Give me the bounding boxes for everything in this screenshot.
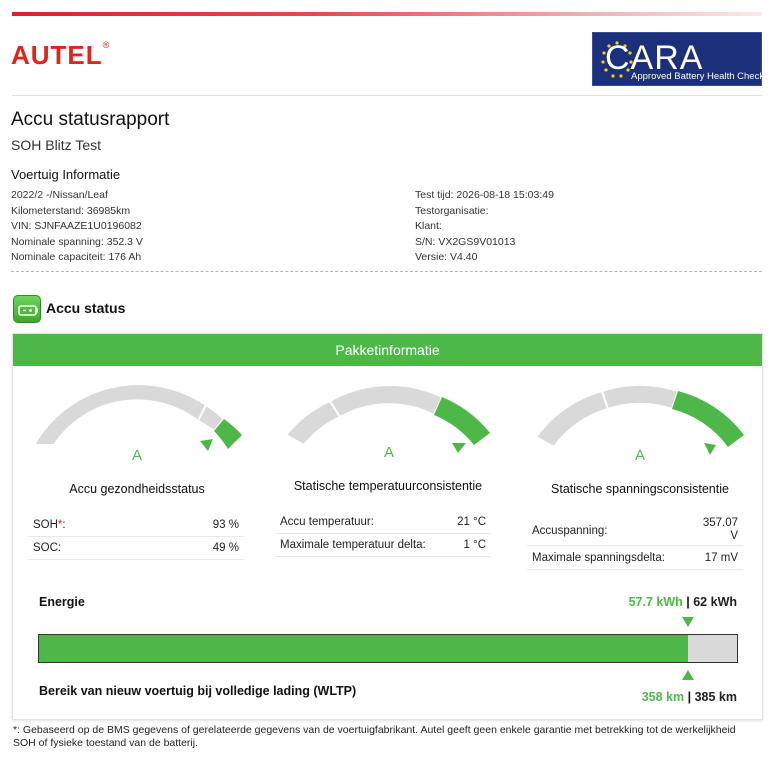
table-row bbox=[275, 534, 491, 557]
range-separator: | bbox=[687, 690, 692, 704]
range-marker-icon bbox=[682, 670, 694, 680]
serial-number: S/N: VX2GS9V01013 bbox=[415, 235, 516, 248]
info-divider bbox=[11, 271, 762, 272]
range-current: 358 km bbox=[641, 690, 685, 704]
customer: Klant: bbox=[415, 220, 442, 232]
software-version: Versie: V4.40 bbox=[415, 251, 478, 263]
logo-text: AUTEL bbox=[11, 40, 103, 70]
table-row bbox=[28, 514, 244, 537]
vehicle-model: 2022/2 -/Nissan/Leaf bbox=[11, 189, 108, 201]
battery-temperature-value: 21 °C bbox=[457, 516, 486, 528]
report-subtitle: SOH Blitz Test bbox=[11, 137, 101, 153]
vehicle-nominal-capacity: Nominale capaciteit: 176 Ah bbox=[11, 251, 142, 263]
energy-current: 57.7 kWh bbox=[628, 595, 683, 609]
soc-label: SOC: bbox=[33, 542, 62, 554]
max-voltage-delta-value: 17 mV bbox=[704, 552, 738, 564]
voltage-grade: A bbox=[634, 447, 645, 464]
voltage-gauge bbox=[532, 383, 748, 455]
soh-table bbox=[28, 514, 244, 560]
energy-label: Energie bbox=[39, 595, 85, 609]
range-values bbox=[642, 690, 737, 704]
top-accent-bar bbox=[12, 12, 762, 16]
temperature-table bbox=[275, 511, 491, 557]
energy-bar-fill bbox=[39, 635, 688, 662]
energy-values bbox=[629, 595, 737, 609]
energy-marker-icon bbox=[682, 617, 694, 627]
cara-badge-title: CARA bbox=[605, 39, 704, 77]
vehicle-mileage: Kilometerstand: 36985km bbox=[11, 204, 131, 217]
max-voltage-delta-label: Maximale spanningsdelta: bbox=[532, 552, 665, 564]
energy-bar bbox=[38, 634, 738, 663]
vehicle-nominal-voltage: Nominale spanning: 352.3 V bbox=[11, 235, 143, 248]
vehicle-section-title: Voertuig Informatie bbox=[11, 167, 121, 182]
voltage-table bbox=[527, 513, 743, 570]
vehicle-vin: VIN: SJNFAAZE1U0196082 bbox=[11, 220, 142, 232]
package-info-header: Pakketinformatie bbox=[13, 334, 762, 366]
soh-label: SOH bbox=[33, 519, 58, 531]
vehicle-info-right bbox=[415, 188, 554, 266]
soc-value: 49 % bbox=[212, 542, 239, 554]
cara-badge bbox=[592, 32, 765, 86]
test-organisation: Testorganisatie: bbox=[415, 204, 489, 217]
soh-gauge bbox=[28, 383, 248, 453]
soh-colon: : bbox=[62, 519, 66, 531]
battery-status-title: Accu status bbox=[46, 300, 126, 316]
temperature-gauge bbox=[282, 383, 494, 453]
energy-total: 62 kWh bbox=[693, 595, 737, 609]
temperature-gauge-title: Statische temperatuurconsistentie bbox=[293, 479, 483, 493]
range-label: Bereik van nieuw voertuig bij volledige lading (WLTP) bbox=[39, 684, 357, 698]
soh-gauge-title: Accu gezondheidsstatus bbox=[69, 482, 205, 496]
logo-registered-mark: ® bbox=[102, 40, 111, 50]
range-total: 385 km bbox=[694, 690, 737, 704]
vehicle-info-left bbox=[11, 188, 143, 266]
footnote: *: Gebaseerd op de BMS gegevens of gerelateerde gegevens van de voertuigfabrikant. Autel geeft geen enkele garantie met betrekking tot de werkelijkheid SOH of fysieke toestand van de batterij. bbox=[13, 724, 736, 749]
table-row bbox=[527, 513, 743, 546]
soh-grade: A bbox=[131, 447, 142, 464]
autel-logo bbox=[11, 40, 110, 71]
battery-voltage-value: 357.07 bbox=[702, 517, 738, 529]
header-divider bbox=[12, 95, 762, 96]
test-time: Test tijd: 2026-08-18 15:03:49 bbox=[415, 189, 554, 201]
table-row bbox=[527, 546, 743, 570]
voltage-gauge-title: Statische spanningsconsistentie bbox=[551, 482, 729, 496]
table-row bbox=[275, 511, 491, 534]
battery-temperature-label: Accu temperatuur: bbox=[280, 516, 374, 528]
soh-asterisk: * bbox=[57, 519, 63, 531]
battery-voltage-label: Accuspanning: bbox=[532, 525, 608, 537]
cara-badge-subtitle: Approved Battery Health Check bbox=[631, 71, 765, 82]
battery-voltage-unit: V bbox=[730, 530, 738, 542]
report-title: Accu statusrapport bbox=[11, 109, 170, 130]
max-temperature-delta-label: Maximale temperatuur delta: bbox=[280, 539, 426, 551]
temperature-grade: A bbox=[383, 444, 394, 461]
battery-status-icon bbox=[13, 295, 41, 323]
energy-separator: | bbox=[686, 595, 690, 609]
max-temperature-delta-value: 1 °C bbox=[463, 539, 486, 551]
table-row bbox=[28, 537, 244, 560]
soh-value: 93 % bbox=[212, 519, 239, 531]
